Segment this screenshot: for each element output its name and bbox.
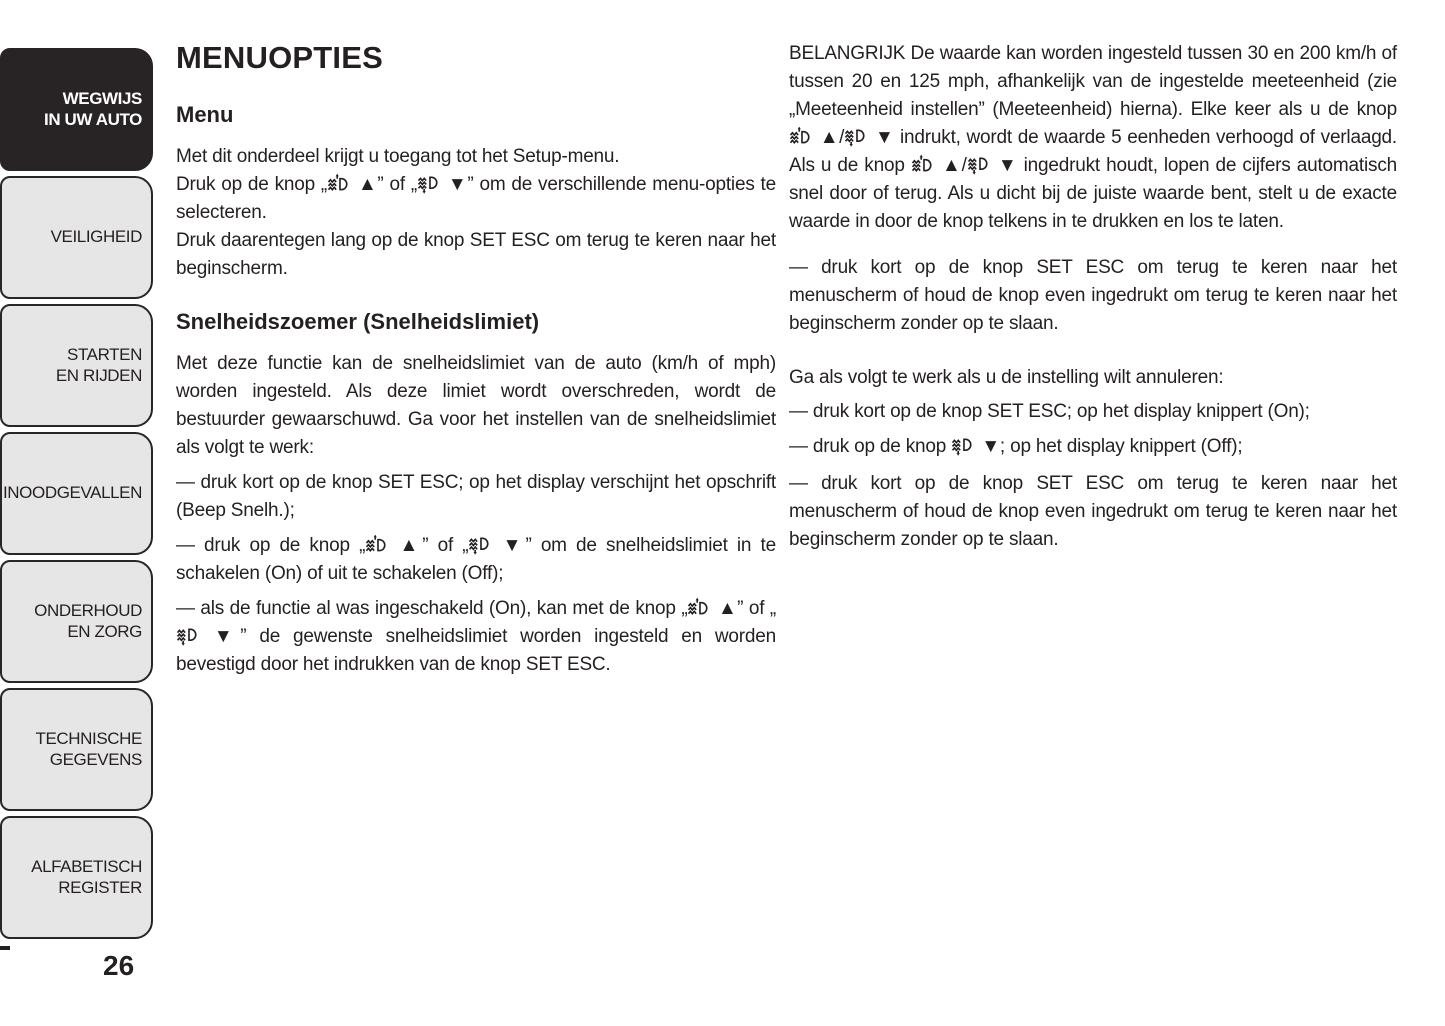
- text-segment: Druk daarentegen lang op de knop SET ESC om terug te keren naar het beginscherm.: [176, 230, 776, 279]
- text-segment: Met dit onderdeel krijgt u toegang tot het Setup-menu.: [176, 146, 620, 167]
- text-segment: BELANGRIJK De waarde kan worden ingesteld tussen 30 en 200 km/h of tussen 20 en 125 mph, afhankelijk van de ingestelde meeteenheid (zie „Meeteenheid instellen” (Meeteenheid) hierna). Elke keer als u de knop: [789, 43, 1397, 120]
- text-segment: ▼ indrukt, wordt de waarde 5 eenheden verhoogd of verlaagd. Als u de knop: [789, 127, 1398, 176]
- bullet-item: [789, 433, 1397, 461]
- paragraph: [176, 171, 776, 227]
- bullet-item: [176, 469, 776, 525]
- page-title: MENUOPTIES: [176, 40, 383, 75]
- tab-veiligheid: [0, 176, 153, 299]
- tab-label: STARTEN: [67, 345, 142, 365]
- chapter-tab-bar: [0, 48, 153, 939]
- text-segment: ▼ ingedrukt houdt, lopen de cijfers automatisch snel door of terug. Als u dicht bij de juiste waarde bent, stelt u de exacte waarde in door de knop telkens in te drukken en los te laten.: [789, 155, 1397, 232]
- tab-inoodgevallen: [0, 432, 153, 555]
- tab-label: ONDERHOUD: [34, 601, 142, 621]
- text-segment: — druk kort op de knop SET ESC om terug te keren naar het menuscherm of houd de knop even ingedrukt om terug te keren naar het beginscherm zonder op te slaan.: [789, 473, 1397, 550]
- bullet-item: [176, 532, 776, 588]
- section-heading-snelheidszoemer: Snelheidszoemer (Snelheidslimiet): [176, 309, 540, 334]
- instrument-brightness-up-icon: [365, 534, 390, 555]
- instrument-brightness-down-icon: [468, 534, 493, 555]
- text-segment: ▲” of „: [352, 174, 417, 195]
- tab-label: TECHNISCHE: [35, 729, 142, 749]
- instrument-brightness-down-icon: [951, 435, 976, 456]
- text-segment: ▼” om de snelheidslimiet in te schakelen (On) of uit te schakelen (Off);: [176, 535, 776, 584]
- text-segment: — als de functie al was ingeschakeld (On), kan met de knop „: [176, 598, 688, 619]
- bullet-item: [789, 470, 1397, 554]
- text-segment: — druk op de knop: [789, 436, 952, 457]
- paragraph: [176, 350, 776, 462]
- text-segment: ▲/: [935, 155, 967, 176]
- text-segment: — druk op de knop „: [176, 535, 366, 556]
- text-segment: Met deze functie kan de snelheidslimiet van de auto (km/h of mph) worden ingesteld. Als deze limiet wordt overschreden, wordt de bestuurder gewaarschuwd. Ga voor het instellen van de snelheidslimiet als volgt te werk:: [176, 353, 776, 458]
- important-paragraph: [789, 40, 1397, 236]
- paragraph: [176, 143, 776, 171]
- tab-label: WEGWIJS: [62, 89, 142, 109]
- bullet-item: [789, 254, 1397, 338]
- tab-label: IN UW AUTO: [44, 109, 142, 129]
- instrument-brightness-up-icon: [789, 126, 814, 147]
- instrument-brightness-down-icon: [967, 154, 992, 175]
- paragraph: [789, 364, 1397, 392]
- page-edge-tick: [0, 946, 10, 950]
- bullet-item: [176, 595, 776, 679]
- instrument-brightness-up-icon: [687, 597, 712, 618]
- instrument-brightness-down-icon: [844, 126, 869, 147]
- tab-label: GEGEVENS: [49, 749, 142, 769]
- text-segment: ▲” of „: [712, 598, 777, 619]
- instrument-brightness-down-icon: [176, 625, 201, 646]
- page-number: 26: [103, 950, 135, 981]
- left-column: [176, 40, 776, 679]
- section-heading-menu: Menu: [176, 102, 234, 127]
- bullet-item: [789, 398, 1397, 426]
- text-segment: ▼; op het display knippert (Off);: [976, 436, 1243, 457]
- instrument-brightness-up-icon: [327, 173, 352, 194]
- tab-label: EN ZORG: [67, 621, 142, 641]
- text-segment: ▼” om de verschillende menu-opties te selecteren.: [176, 174, 776, 223]
- tab-label: EN RIJDEN: [55, 365, 142, 385]
- tab-label: VEILIGHEID: [50, 227, 142, 247]
- text-segment: ▲” of „: [390, 535, 469, 556]
- tab-onderhoud-en-zorg: [0, 560, 153, 683]
- text-segment: Ga als volgt te werk als u de instelling wilt annuleren:: [789, 367, 1224, 388]
- text-segment: ▼” de gewenste snelheidslimiet worden ingesteld en worden bevestigd door het indrukken van de knop SET ESC.: [176, 626, 776, 675]
- tab-wegwijs-in-uw-auto: [0, 48, 153, 171]
- instrument-brightness-up-icon: [911, 154, 936, 175]
- tab-label: REGISTER: [58, 877, 142, 897]
- text-segment: ▲/: [814, 127, 845, 148]
- text-segment: — druk kort op de knop SET ESC; op het display verschijnt het opschrift (Beep Snelh.);: [176, 472, 776, 521]
- instrument-brightness-down-icon: [417, 173, 442, 194]
- tab-technische-gegevens: [0, 688, 153, 811]
- tab-alfabetisch-register: [0, 816, 153, 939]
- text-segment: — druk kort op de knop SET ESC om terug te keren naar het menuscherm of houd de knop even ingedrukt om terug te keren naar het beginscherm zonder op te slaan.: [789, 257, 1397, 334]
- tab-label: INOODGEVALLEN: [2, 483, 142, 503]
- text-segment: — druk kort op de knop SET ESC; op het display knippert (On);: [789, 401, 1310, 422]
- tab-label: ALFABETISCH: [31, 857, 142, 877]
- tab-starten-en-rijden: [0, 304, 153, 427]
- right-column: [789, 40, 1397, 554]
- text-segment: Druk op de knop „: [176, 174, 328, 195]
- paragraph: [176, 227, 776, 283]
